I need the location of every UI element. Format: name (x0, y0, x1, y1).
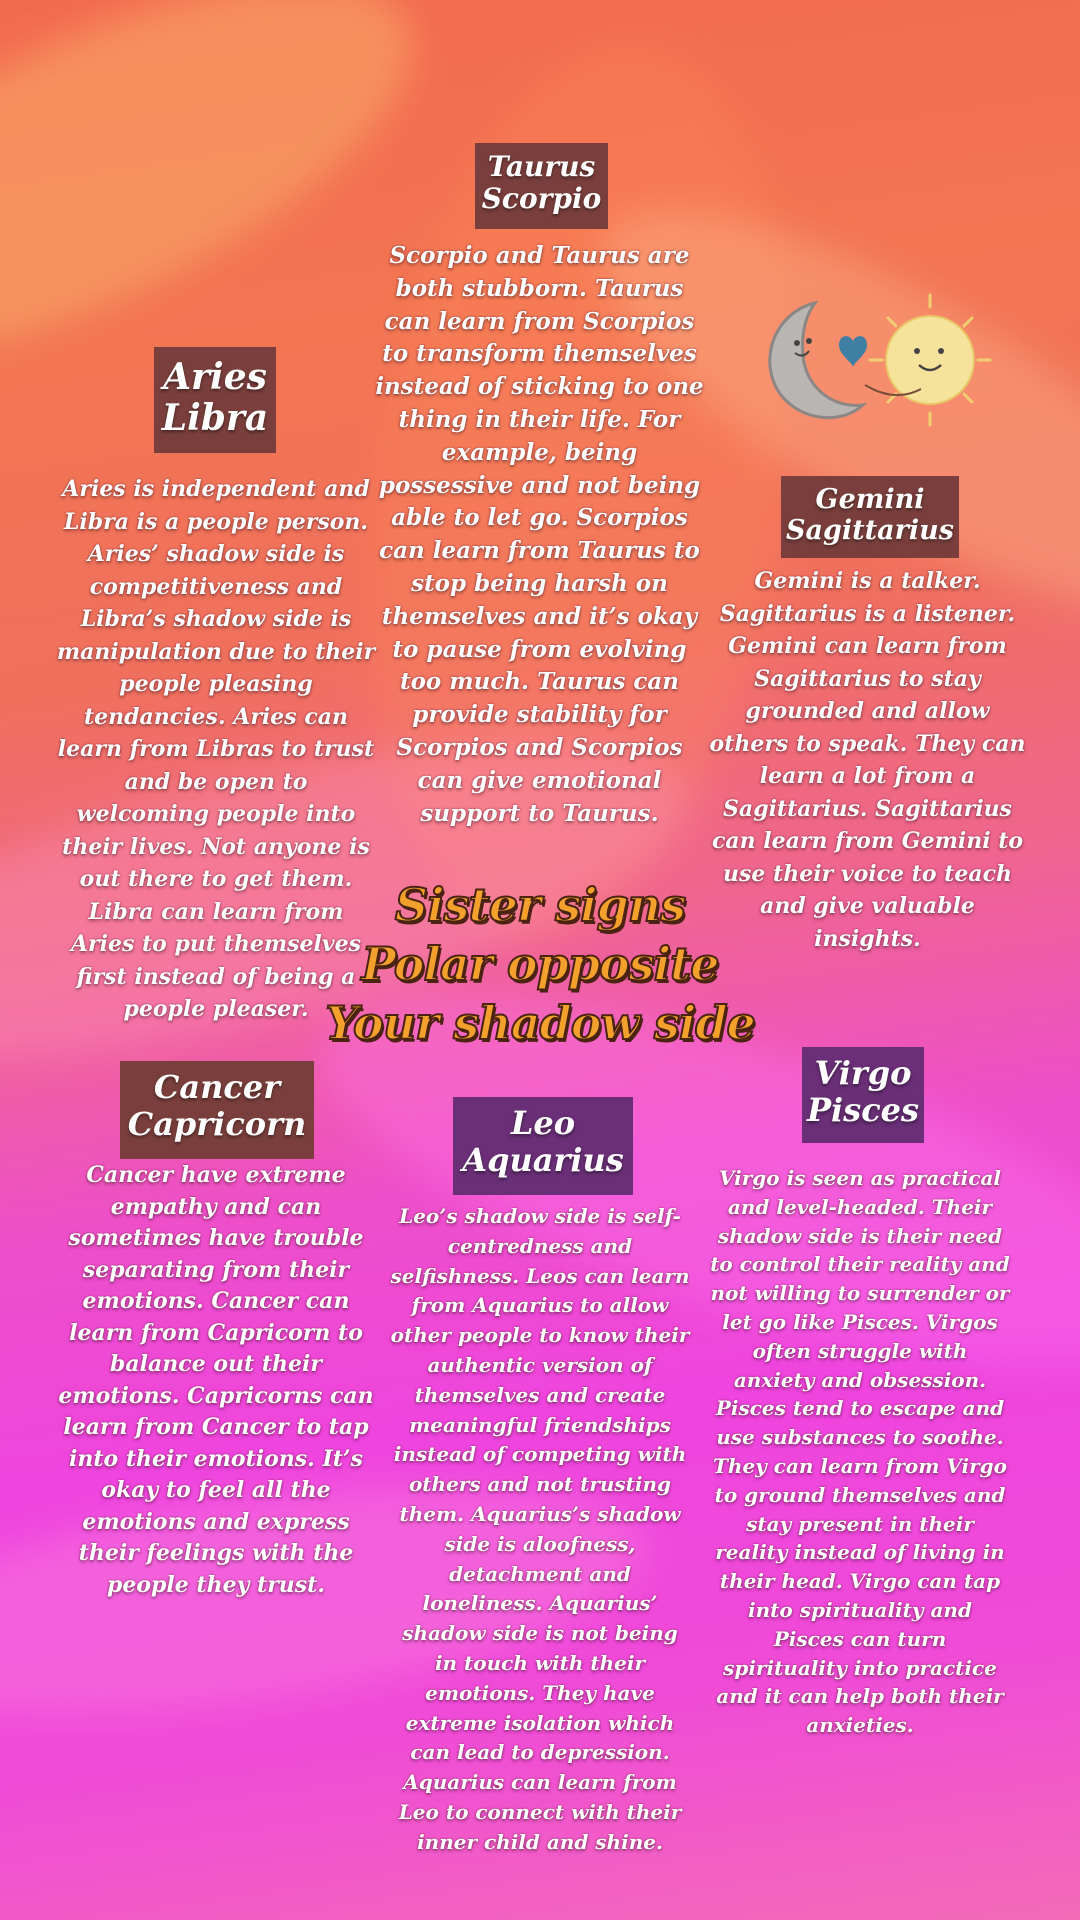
gemini-sagittarius-text: Gemini is a talker. Sagittarius is a listener. Gemini can learn from Sagittarius to stay grounded and allow others to speak. They can learn a lot from a Sagittarius. Sagittarius can learn from Gemini to use their voice to teach and give valuable insights. (709, 568, 1026, 952)
aries-libra-text: Aries is independent and Libra is a people person. Aries’ shadow side is competitiveness and Libra’s shadow side is manipulation due to their people pleasing tendancies. Aries can learn from Libras to trust and be open to welcoming people into their lives. Not anyone is out there to get them. Libra can learn from Aries to put themselves first instead of being a people pleaser. (56, 476, 376, 1022)
title-line-2: Polar opposite (361, 937, 719, 991)
title-line-1: Sister signs (394, 878, 686, 932)
sun-icon (865, 295, 990, 425)
heart-icon (839, 336, 867, 367)
leo-aquarius-text: Leo’s shadow side is self-centredness and selfishness. Leos can learn from Aquarius to allow other people to know their authentic version of themselves and create meaningful friendships instead of competing with others and not trusting them. Aquarius’s shadow side is aloofness, detachment and loneliness. Aquarius’ shadow side is not being in touch with their emotions. They have extreme isolation which can lead to depression. Aquarius can learn from Leo to connect with their inner child and shine. (390, 1204, 690, 1854)
title-line-3: Your shadow side (325, 996, 755, 1050)
cancer-capricorn-label: Cancer Capricorn (120, 1061, 314, 1159)
taurus-scorpio-text: Scorpio and Taurus are both stubborn. Taurus can learn from Scorpios to transform themselves instead of sticking to one thing in their life. For example, being possessive and not being able to let go. Scorpios can learn from Taurus to stop being harsh on themselves and it’s okay to pause from evolving too much. Taurus can provide stability for Scorpios and Scorpios can give emotional support to Taurus. (375, 242, 704, 827)
virgo-pisces-text: Virgo is seen as practical and level-headed. Their shadow side is their need to control their reality and not willing to surrender or let go like Pisces. Virgos often struggle with anxiety and obsession. Pisces tend to escape and use substances to soothe. They can learn from Virgo to ground themselves and stay present in their reality instead of living in their head. Virgo can tap into spirituality and Pisces can turn spirituality into practice and it can help both their anxieties. (710, 1166, 1010, 1738)
taurus-scorpio-label: Taurus Scorpio (475, 143, 608, 229)
aries-libra-label: Aries Libra (154, 347, 276, 453)
leo-aquarius-label: Leo Aquarius (453, 1097, 633, 1195)
cancer-capricorn-text: Cancer have extreme empathy and can sometimes have trouble separating from their emotions. Cancer can learn from Capricorn to balance out their emotions. Capricorns can learn from Cancer to tap into their emotions. It’s okay to feel all the emotions and express their feelings with the people they trust. (58, 1162, 374, 1598)
gemini-sagittarius-label: Gemini Sagittarius (781, 476, 959, 558)
moon-sun-illustration (745, 285, 1005, 435)
virgo-pisces-label: Virgo Pisces (802, 1047, 924, 1143)
